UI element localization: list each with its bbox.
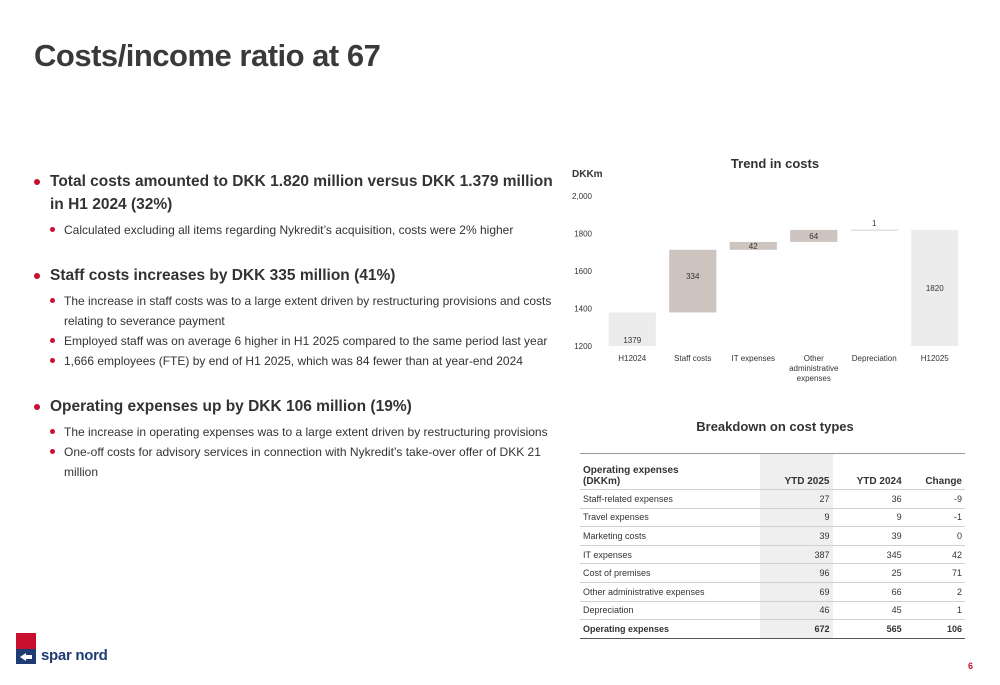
sub-bullet: Employed staff was on average 6 higher in H1 2025 compared to the same period last year <box>34 331 554 351</box>
x-tick-label: IT expenses <box>731 354 775 363</box>
cell-change: 42 <box>905 545 965 564</box>
cost-breakdown-table <box>580 453 965 639</box>
spar-nord-logo <box>16 633 116 669</box>
data-label: 334 <box>686 272 700 282</box>
table-row <box>580 601 965 620</box>
waterfall-chart <box>560 180 970 390</box>
row-label: Depreciation <box>580 601 760 620</box>
row-label: Cost of premises <box>580 564 760 583</box>
table-header-row <box>580 454 965 490</box>
header-ytd-2024: YTD 2024 <box>833 454 905 490</box>
cell-change: 2 <box>905 582 965 601</box>
data-label: 64 <box>809 231 819 241</box>
x-tick-label: Depreciation <box>851 354 897 363</box>
cell-ytd-2025: 69 <box>760 582 832 601</box>
total-ytd-2025: 672 <box>760 620 832 639</box>
table-row <box>580 545 965 564</box>
cell-ytd-2024: 345 <box>833 545 905 564</box>
header-label-line1: Operating expenses <box>583 465 679 476</box>
row-label: Staff-related expenses <box>580 490 760 509</box>
bullet-list <box>34 170 554 482</box>
cell-ytd-2025: 387 <box>760 545 832 564</box>
cell-ytd-2024: 66 <box>833 582 905 601</box>
cell-change: -9 <box>905 490 965 509</box>
cell-ytd-2025: 27 <box>760 490 832 509</box>
cell-change: 71 <box>905 564 965 583</box>
total-label: Operating expenses <box>580 620 760 639</box>
table-title: Breakdown on cost types <box>696 419 854 434</box>
x-tick-label: Staff costs <box>674 354 712 363</box>
cell-ytd-2025: 9 <box>760 508 832 527</box>
total-ytd-2024: 565 <box>833 620 905 639</box>
cell-ytd-2024: 25 <box>833 564 905 583</box>
x-tick-label: administrative <box>789 364 839 373</box>
x-tick-label: Other <box>803 354 824 363</box>
y-tick-label: 1800 <box>574 229 592 239</box>
table-row <box>580 508 965 527</box>
data-label: 1379 <box>623 336 642 346</box>
bar-increase <box>851 230 898 231</box>
table-total-row <box>580 620 965 639</box>
cell-ytd-2024: 39 <box>833 527 905 546</box>
data-label: 42 <box>748 241 758 251</box>
y-tick-label: 1600 <box>574 267 592 276</box>
table-row <box>580 582 965 601</box>
cell-ytd-2025: 46 <box>760 601 832 620</box>
bullet-staff-costs: Staff costs increases by DKK 335 million (41%) <box>34 264 554 287</box>
sub-bullet: The increase in operating expenses was to a large extent driven by restructuring provisions <box>34 422 554 442</box>
bullet-total-costs: Total costs amounted to DKK 1.820 million versus DKK 1.379 million in H1 2024 (32%) <box>34 170 554 216</box>
sub-bullet: One-off costs for advisory services in connection with Nykredit’s take-over offer of DKK 21 million <box>34 442 554 482</box>
bullet-operating-expenses: Operating expenses up by DKK 106 million (19%) <box>34 395 554 418</box>
chart-title: Trend in costs <box>730 156 820 171</box>
cell-ytd-2025: 39 <box>760 527 832 546</box>
table-row <box>580 527 965 546</box>
data-label: 1820 <box>925 283 944 293</box>
total-change: 106 <box>905 620 965 639</box>
row-label: Other administrative expenses <box>580 582 760 601</box>
slide-title: Costs/income ratio at 67 <box>34 38 381 73</box>
sub-bullet: Calculated excluding all items regarding Nykredit’s acquisition, costs were 2% higher <box>34 220 554 240</box>
sub-bullet: The increase in staff costs was to a large extent driven by restructuring provisions and costs relating to severance payment <box>34 291 554 331</box>
header-change: Change <box>905 454 965 490</box>
header-label <box>580 454 760 490</box>
data-label: 1 <box>872 218 877 228</box>
row-label: IT expenses <box>580 545 760 564</box>
row-label: Travel expenses <box>580 508 760 527</box>
x-tick-label: H12025 <box>920 354 949 363</box>
table-row <box>580 490 965 509</box>
row-label: Marketing costs <box>580 527 760 546</box>
x-tick-label: H12024 <box>618 354 647 363</box>
sub-bullet: 1,666 employees (FTE) by end of H1 2025, which was 84 fewer than at year-end 2024 <box>34 351 554 371</box>
cell-ytd-2024: 36 <box>833 490 905 509</box>
cell-ytd-2024: 9 <box>833 508 905 527</box>
cell-ytd-2025: 96 <box>760 564 832 583</box>
y-tick-label: 1200 <box>574 342 592 351</box>
cell-change: -1 <box>905 508 965 527</box>
y-axis-unit-label: DKKm <box>572 169 603 180</box>
cell-ytd-2024: 45 <box>833 601 905 620</box>
header-ytd-2025: YTD 2025 <box>760 454 832 490</box>
table-row <box>580 564 965 583</box>
logo-wordmark: spar nord <box>41 647 108 664</box>
cell-change: 0 <box>905 527 965 546</box>
header-label-line2: (DKKm) <box>583 476 621 487</box>
y-tick-label: 1400 <box>574 304 592 314</box>
cell-change: 1 <box>905 601 965 620</box>
spar-nord-logo-icon <box>16 633 36 664</box>
page-number: 6 <box>968 661 974 671</box>
bar-increase <box>669 250 716 313</box>
y-tick-label: 2,000 <box>571 192 592 201</box>
x-tick-label: expenses <box>796 374 831 383</box>
